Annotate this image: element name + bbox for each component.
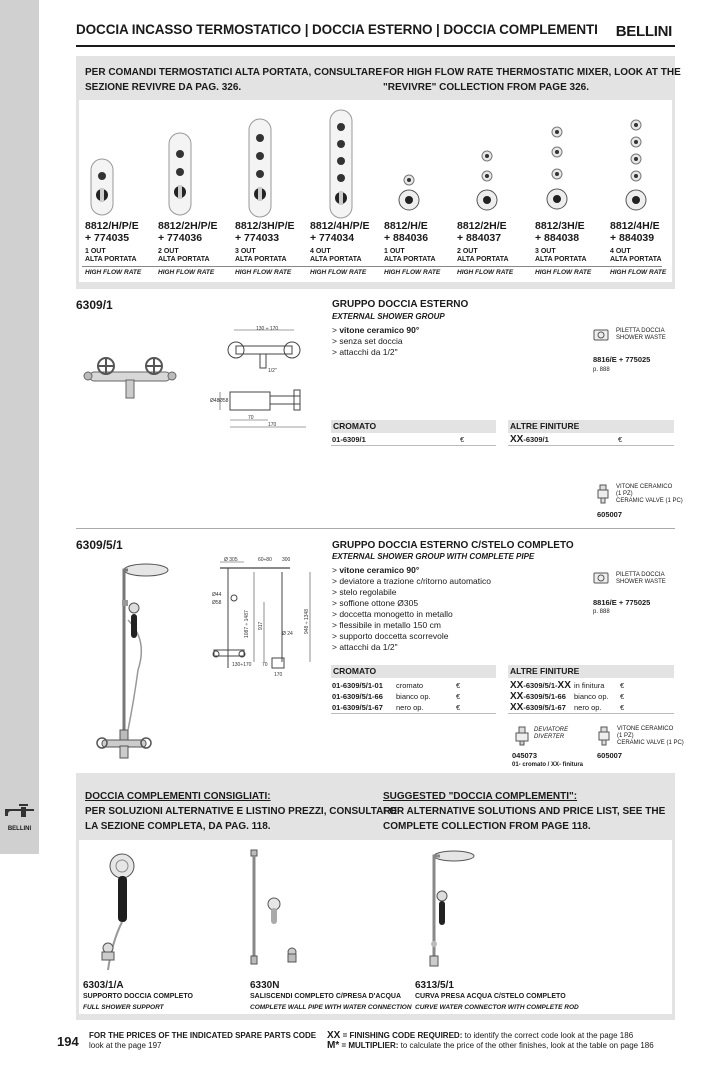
complementi-en-line1: FOR ALTERNATIVE SOLUTIONS AND PRICE LIST, SEE THE	[383, 806, 666, 817]
thermo-knob-4-image	[623, 118, 649, 214]
thermo-item	[158, 220, 234, 276]
ceramic-valve-icon	[598, 726, 610, 746]
dim-label: 948 ÷ 1348	[304, 609, 310, 634]
thermo-item-alta: ALTA PORTATA	[535, 256, 587, 263]
feature-line: > supporto doccetta scorrevole	[332, 631, 449, 641]
product-2-valve-label	[617, 726, 684, 747]
thermo-item-plus: + 774036	[158, 232, 203, 244]
spare-line: PILETTA DOCCIA	[616, 328, 665, 334]
euro-sign: €	[456, 681, 461, 690]
product-2-altre-header: ALTRE FINITURE	[508, 665, 674, 678]
table-finish: in finitura	[574, 681, 605, 690]
thermo-item	[310, 220, 386, 276]
table-finish: cromato	[396, 681, 424, 690]
thermo-item	[85, 220, 161, 276]
thermo-item-hf: HIGH FLOW RATE	[457, 269, 514, 276]
complementi-item-code: 6303/1/A	[83, 980, 124, 991]
thermo-plate-4-image	[329, 109, 353, 219]
euro-sign: €	[620, 681, 625, 690]
product-1-spare1-label	[616, 328, 666, 342]
shower-waste-icon	[593, 570, 609, 586]
footer-xx-line	[327, 1031, 654, 1041]
faucet-logo-icon	[3, 803, 36, 819]
thermo-notice-en-line2: "REVIVRE" COLLECTION FROM PAGE 326.	[383, 82, 589, 93]
diverter-code: 045073	[512, 751, 538, 760]
complementi-en-title: SUGGESTED "DOCCIA COMPLEMENTI":	[383, 791, 578, 802]
thermo-item-plus: + 774035	[85, 232, 130, 244]
thermo-item-hf: HIGH FLOW RATE	[535, 269, 592, 276]
feature-line: > deviatore a trazione c/ritorno automatico	[332, 576, 491, 586]
table-xx: XX	[557, 680, 571, 691]
footer-spare-sub: look at the page 197	[89, 1041, 162, 1050]
wall-pipe-image	[244, 848, 300, 976]
thermo-item-out: 4 OUT	[310, 248, 331, 255]
thermo-item-plus: + 774034	[310, 232, 355, 244]
thermo-item-code: 8812/2H/E	[457, 220, 507, 232]
thermo-notice-it	[85, 65, 382, 95]
thermo-item-plus: + 884036	[384, 232, 429, 244]
thermo-item-plus: + 884037	[457, 232, 502, 244]
dim-label: 170	[268, 422, 277, 428]
product-2-technical-drawing	[210, 558, 330, 680]
product-2-spare1-code: 8816/E + 775025	[593, 598, 651, 607]
complementi-item-desc: SUPPORTO DOCCIA COMPLETO	[83, 993, 193, 1000]
footer-m-eq: = MULTIPLIER:	[339, 1041, 399, 1050]
product-1-altre-row	[510, 434, 675, 445]
thermo-item-out: 3 OUT	[535, 248, 556, 255]
complementi-en-line2: COMPLETE COLLECTION FROM PAGE 118.	[383, 821, 591, 832]
thermo-item-hf: HIGH FLOW RATE	[384, 269, 441, 276]
complementi-item-desc: SALISCENDI COMPLETO C/PRESA D'ACQUA	[250, 993, 402, 1000]
spare-line: PILETTA DOCCIA	[616, 572, 665, 578]
thermo-item-plus: + 774033	[235, 232, 280, 244]
section-separator	[76, 528, 675, 529]
dim-label: Ø44	[212, 592, 222, 598]
product-2-features	[332, 565, 491, 653]
product-2-image	[88, 560, 174, 760]
thermo-item-hf: HIGH FLOW RATE	[310, 269, 367, 276]
product-2-valve-code: 605007	[597, 751, 623, 760]
complementi-item-desc: CURVA PRESA ACQUA C/STELO COMPLETO	[415, 993, 566, 1000]
product-2-spare1-label	[616, 572, 666, 586]
complementi-panel-bottom	[76, 1014, 675, 1020]
ceramic-valve-icon	[597, 484, 609, 504]
complementi-it-line2: LA SEZIONE COMPLETA, DA PAG. 118.	[85, 821, 271, 832]
complementi-item-en: FULL SHOWER SUPPORT	[83, 1004, 164, 1011]
table-row	[510, 702, 675, 713]
spare-line: (1 PZ)	[617, 733, 634, 739]
feature-line: > attacchi da 1/2"	[332, 642, 398, 652]
table-xx: XX	[510, 691, 524, 702]
thermo-item-code: 8812/3H/E	[535, 220, 585, 232]
table-code: -6309/5/1-66	[523, 692, 566, 701]
footer-m-label: M*	[327, 1040, 340, 1051]
thermo-item-hf: HIGH FLOW RATE	[158, 269, 215, 276]
side-logo-label: BELLINI	[7, 826, 32, 832]
product-1-subtitle: EXTERNAL SHOWER GROUP	[332, 312, 445, 321]
feature-highlight: vitone ceramico 90°	[339, 565, 420, 575]
spare-line: DIVERTER	[534, 734, 565, 740]
dim-label: 60÷80	[258, 557, 272, 563]
complementi-item-en: COMPLETE WALL PIPE WITH WATER CONNECTION	[250, 1004, 412, 1011]
table-code: -6309/5/1-67	[523, 703, 566, 712]
dim-label: Ø 24	[282, 631, 293, 637]
table-finish: nero op.	[396, 703, 424, 712]
product-1-spare1-page: p. 888	[593, 367, 610, 373]
thermo-item-alta: ALTA PORTATA	[610, 256, 662, 263]
feature-line: > soffione ottone Ø305	[332, 598, 419, 608]
feature-line: > senza set doccia	[332, 336, 403, 346]
dim-label: 130÷170	[232, 662, 252, 668]
dim-label: 70	[262, 662, 268, 668]
spare-line: CERAMIC VALVE (1 PC)	[616, 498, 683, 504]
thermo-plate-3-image	[248, 118, 272, 218]
thermo-item	[610, 220, 686, 276]
thermo-item-out: 2 OUT	[457, 248, 478, 255]
thermo-item-hf: HIGH FLOW RATE	[235, 269, 292, 276]
diverter-icon	[514, 726, 530, 746]
complementi-item-en: CURVE WATER CONNECTOR WITH COMPLETE ROD	[415, 1004, 579, 1011]
dim-label: 300	[282, 557, 291, 563]
table-code: 01-6309/5/1-67	[332, 703, 383, 712]
dim-label: Ø58	[219, 398, 229, 404]
thermo-item-code: 8812/4H/P/E	[310, 220, 370, 232]
spare-line: VITONE CERAMICO	[617, 726, 674, 732]
thermo-item-alta: ALTA PORTATA	[310, 256, 362, 263]
spare-line: VITONE CERAMICO	[616, 484, 673, 490]
thermo-item-alta: ALTA PORTATA	[85, 256, 137, 263]
table-row	[332, 691, 497, 702]
complementi-item-code: 6313/5/1	[415, 980, 454, 991]
complementi-it-line1: PER SOLUZIONI ALTERNATIVE E LISTINO PREZZI, CONSULTARE	[85, 806, 398, 817]
dim-label: 917	[258, 621, 264, 630]
thermo-item-alta: ALTA PORTATA	[384, 256, 436, 263]
spare-line: DEVIATORE	[534, 727, 569, 733]
thermo-item-code: 8812/2H/P/E	[158, 220, 218, 232]
thermo-divider	[82, 266, 662, 267]
table-finish: bianco op.	[574, 692, 609, 701]
side-band	[0, 0, 39, 854]
thermo-item-out: 2 OUT	[158, 248, 179, 255]
thermo-knob-3-image	[544, 124, 570, 212]
thermo-item-out: 3 OUT	[235, 248, 256, 255]
thermo-item-code: 8812/H/P/E	[85, 220, 139, 232]
euro-sign: €	[456, 692, 461, 701]
product-1-spare1-code: 8816/E + 775025	[593, 355, 651, 364]
feature-line: > stelo regolabile	[332, 587, 397, 597]
product-1-title: GRUPPO DOCCIA ESTERNO	[332, 299, 469, 310]
spare-line: CERAMIC VALVE (1 PC)	[617, 740, 684, 746]
table-rule	[508, 713, 674, 714]
page-number: 194	[57, 1034, 79, 1049]
table-code: 01-6309/1	[332, 435, 366, 444]
thermo-item-plus: + 884038	[535, 232, 580, 244]
product-2-title: GRUPPO DOCCIA ESTERNO C/STELO COMPLETO	[332, 540, 574, 551]
complementi-it-title: DOCCIA COMPLEMENTI CONSIGLIATI:	[85, 791, 271, 802]
table-xx: XX	[510, 434, 524, 445]
footer-xx-label: XX	[327, 1030, 341, 1041]
footer-spare-title: FOR THE PRICES OF THE INDICATED SPARE PARTS CODE	[89, 1031, 317, 1040]
thermo-item-hf: HIGH FLOW RATE	[85, 269, 142, 276]
diverter-note: 01- cromato / XX- finitura	[512, 762, 584, 768]
table-row	[332, 702, 497, 713]
footer-legend	[327, 1031, 654, 1051]
dim-label: 1/2"	[268, 368, 277, 374]
table-row	[510, 680, 675, 691]
euro-sign: €	[620, 692, 625, 701]
thermo-item-code: 8812/H/E	[384, 220, 428, 232]
dim-label: Ø58	[212, 600, 222, 606]
thermo-knob-2-image	[474, 148, 500, 212]
side-logo	[2, 803, 37, 832]
footer-xx-text: to identify the correct code look at the page 186	[462, 1031, 634, 1040]
product-1-spare2-code: 605007	[597, 510, 623, 519]
feature-line: > flessibile in metallo 150 cm	[332, 620, 441, 630]
feature-line: > attacchi da 1/2"	[332, 347, 398, 357]
header-rule	[76, 45, 675, 47]
dim-label: 130 ÷ 170	[256, 326, 279, 332]
thermo-plate-1-image	[90, 158, 114, 216]
product-1-cromato-header: CROMATO	[331, 420, 496, 433]
product-1-features	[332, 325, 419, 358]
complementi-en	[383, 789, 665, 834]
thermo-notice-en	[383, 65, 681, 95]
thermo-notice-it-line2: SEZIONE REVIVRE DA PAG. 326.	[85, 82, 242, 93]
page-header	[76, 22, 676, 42]
table-rule	[508, 445, 674, 446]
complementi-item-code: 6330N	[250, 980, 280, 991]
diverter-label	[534, 727, 568, 741]
euro-sign: €	[460, 435, 465, 444]
thermo-item-plus: + 884039	[610, 232, 655, 244]
table-rule	[331, 713, 496, 714]
brand-name: BELLINI	[615, 23, 672, 40]
feature-line	[332, 565, 491, 576]
dim-label: 170	[274, 672, 283, 678]
thermo-item-hf: HIGH FLOW RATE	[610, 269, 667, 276]
table-code: 01-6309/5/1-01	[332, 681, 383, 690]
product-2-subtitle: EXTERNAL SHOWER GROUP WITH COMPLETE PIPE	[332, 552, 535, 561]
product-1-spare2-label	[616, 484, 683, 505]
curve-rod-image	[420, 848, 478, 976]
table-finish: bianco op.	[396, 692, 431, 701]
spare-line: (1 PZ)	[616, 491, 633, 497]
feature-line	[332, 325, 419, 336]
spare-line: SHOWER WASTE	[616, 579, 666, 585]
thermo-notice-it-line1: PER COMANDI TERMOSTATICI ALTA PORTATA, CONSULTARE	[85, 67, 383, 78]
product-1-image	[84, 344, 176, 404]
product-2-cromato-header: CROMATO	[331, 665, 496, 678]
dim-label: Ø48	[210, 398, 220, 404]
thermo-item-alta: ALTA PORTATA	[158, 256, 210, 263]
euro-sign: €	[620, 703, 625, 712]
thermo-item	[457, 220, 533, 276]
table-xx: XX	[510, 702, 524, 713]
product-1-code: 6309/1	[76, 298, 113, 312]
table-code: -6309/1	[523, 435, 549, 444]
table-code: 01-6309/5/1-66	[332, 692, 383, 701]
thermo-item-code: 8812/4H/E	[610, 220, 660, 232]
euro-sign: €	[618, 435, 623, 444]
feature-prefix: >	[332, 325, 340, 335]
footer-spare-note	[89, 1031, 316, 1051]
feature-prefix: >	[332, 565, 340, 575]
page-title: DOCCIA INCASSO TERMOSTATICO | DOCCIA ESTERNO | DOCCIA COMPLEMENTI	[76, 22, 598, 37]
table-row	[510, 691, 675, 702]
table-finish: nero op.	[574, 703, 602, 712]
handshower-support-image	[98, 852, 134, 974]
shower-waste-icon	[593, 327, 609, 343]
table-rule	[331, 445, 496, 446]
table-row	[332, 680, 497, 691]
footer-xx-eq: = FINISHING CODE REQUIRED:	[340, 1031, 463, 1040]
dim-label: 1087 ÷ 1487	[244, 610, 250, 638]
thermo-item-alta: ALTA PORTATA	[235, 256, 287, 263]
thermo-item-alta: ALTA PORTATA	[457, 256, 509, 263]
thermo-notice-en-line1: FOR HIGH FLOW RATE THERMOSTATIC MIXER, LOOK AT THE	[383, 67, 681, 78]
thermo-plate-2-image	[168, 132, 192, 216]
product-1-altre-header: ALTRE FINITURE	[508, 420, 674, 433]
thermo-item	[384, 220, 460, 276]
thermo-item	[535, 220, 611, 276]
feature-line: > doccetta monogetto in metallo	[332, 609, 453, 619]
spare-line: SHOWER WASTE	[616, 335, 666, 341]
product-1-cromato-row	[332, 434, 497, 445]
product-2-code: 6309/5/1	[76, 538, 123, 552]
thermo-knob-1-image	[396, 172, 422, 212]
thermo-item-out: 1 OUT	[384, 248, 405, 255]
product-2-spare1-page: p. 888	[593, 609, 610, 615]
thermo-item-out: 1 OUT	[85, 248, 106, 255]
thermo-item-out: 4 OUT	[610, 248, 631, 255]
complementi-it	[85, 789, 397, 834]
thermo-item	[235, 220, 311, 276]
footer-m-line	[327, 1041, 654, 1051]
product-1-technical-drawing	[210, 326, 310, 430]
euro-sign: €	[456, 703, 461, 712]
footer-m-text: to calculate the price of the other finishes, look at the table on page 186	[398, 1041, 654, 1050]
dim-label: 70	[248, 415, 254, 421]
feature-highlight: vitone ceramico 90°	[339, 325, 420, 335]
table-code: -6309/5/1-	[523, 681, 558, 690]
table-xx: XX	[510, 680, 524, 691]
thermo-item-code: 8812/3H/P/E	[235, 220, 295, 232]
dim-label: Ø 305	[224, 557, 238, 563]
thermo-panel-bottom	[76, 282, 675, 289]
